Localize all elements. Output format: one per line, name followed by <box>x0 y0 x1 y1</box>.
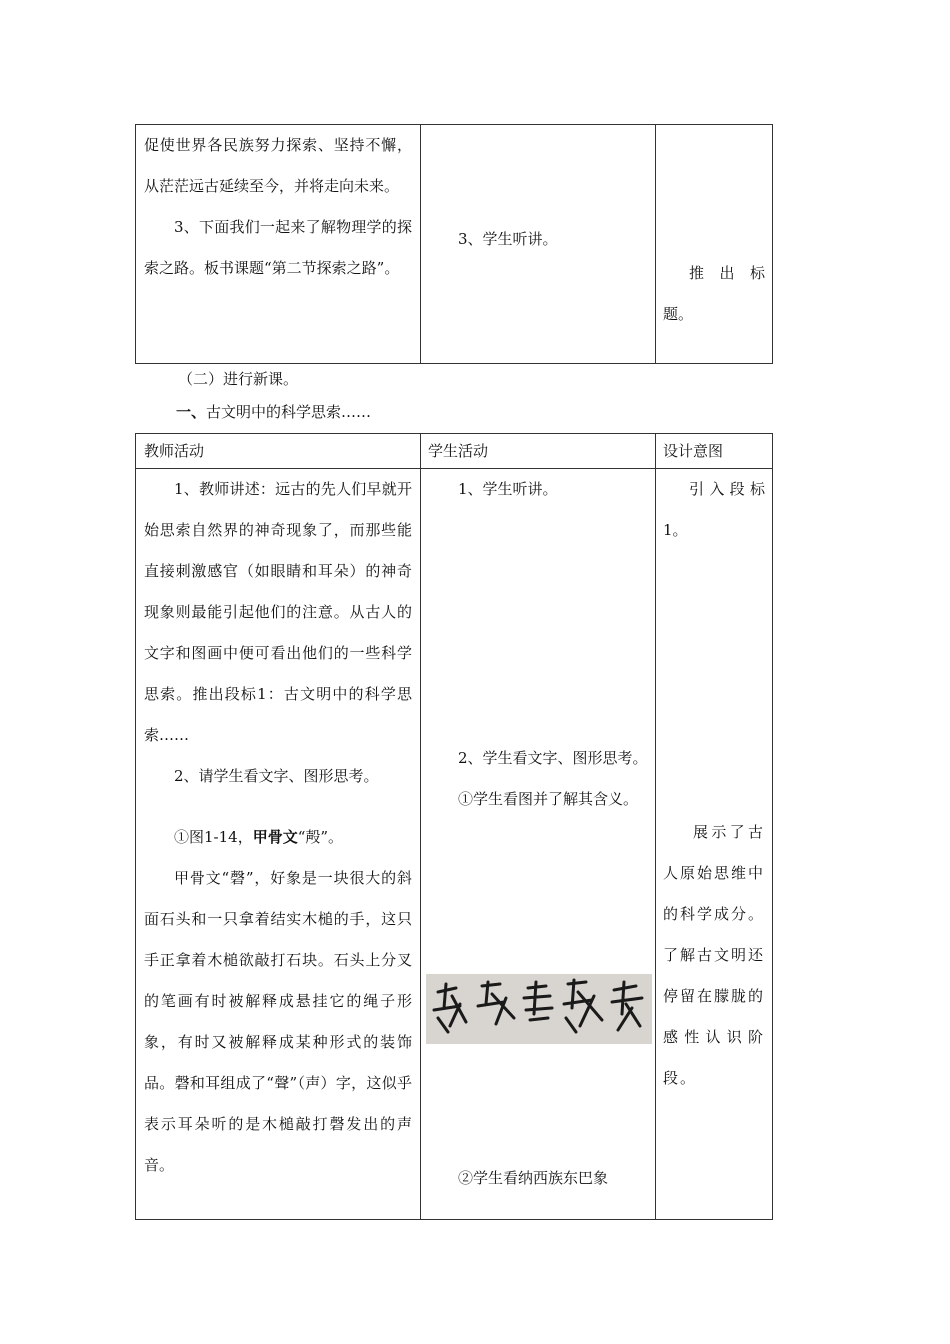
student-para-1: 1、学生听讲。 <box>458 480 558 498</box>
section-heading-text: 古文明中的科学思索…… <box>206 403 372 421</box>
t1-student-cell <box>428 219 648 260</box>
design-intent-cell-2 <box>663 812 765 1099</box>
student-activity-cell-3 <box>428 1158 648 1199</box>
teacher-para-3: ①图1-14，甲骨文“殸”。 <box>174 828 344 846</box>
section-heading <box>176 401 371 423</box>
header-design: 设计意图 <box>663 442 724 460</box>
design-intent-cell-1 <box>663 469 765 551</box>
lesson-table <box>135 433 773 1220</box>
design-para-2: 展示了古人原始思维中的科学成分。了解古文明还停留在朦胧的感性认识阶段。 <box>663 823 766 1087</box>
teacher-para-2: 2、请学生看文字、图形思考。 <box>174 767 379 785</box>
teacher-activity-cell <box>144 469 412 1186</box>
t1-student-para-1: 3、学生听讲。 <box>458 230 558 248</box>
header-student: 学生活动 <box>428 442 489 460</box>
header-teacher: 教师活动 <box>144 442 205 460</box>
t1-design-line-2: 题。 <box>663 305 694 323</box>
student-para-4: ②学生看纳西族东巴象 <box>458 1169 609 1187</box>
table-continued <box>135 124 773 364</box>
student-activity-cell-2 <box>428 738 648 820</box>
t1-teacher-para-2: 3、下面我们一起来了解物理学的探索之路。板书课题“第二节探索之路”。 <box>144 218 412 277</box>
section-heading-number: 一、 <box>176 403 207 421</box>
oracle-bone-script-image <box>426 974 652 1044</box>
t1-design-cell <box>663 253 765 335</box>
teacher-para-4: 甲骨文“磬”，好象是一块很大的斜面石头和一只拿着结实木槌的手，这只手正拿着木槌欲敲打石块。石头上分叉的笔画有时被解释成悬挂它的绳子形象，有时又被解释成某种形式的装饰品。磬和耳组成了“聲”（声）字，这似乎表示耳朵听的是木槌敲打磬发出的声音。 <box>144 869 412 1174</box>
subheading: （二）进行新课。 <box>178 370 299 388</box>
design-para-1-line-2: 1。 <box>663 521 688 539</box>
student-activity-cell-1 <box>428 469 648 510</box>
t1-teacher-cell <box>144 125 412 289</box>
design-para-1-line-1: 引入段标 <box>689 480 765 498</box>
t1-design-line-1: 推出标 <box>689 264 765 282</box>
teacher-para-1: 1、教师讲述：远古的先人们早就开始思索自然界的神奇现象了，而那些能直接刺激感官（如眼睛和耳朵）的神奇现象则最能引起他们的注意。从古人的文字和图画中便可看出他们的一些科学思索。推出段标1：古文明中的科学思索…… <box>144 480 412 744</box>
student-para-2: 2、学生看文字、图形思考。 <box>458 749 648 767</box>
t1-teacher-para-1: 促使世界各民族努力探索、坚持不懈，从茫茫远古延续至今，并将走向未来。 <box>144 136 412 195</box>
student-para-3: ①学生看图并了解其含义。 <box>458 790 639 808</box>
